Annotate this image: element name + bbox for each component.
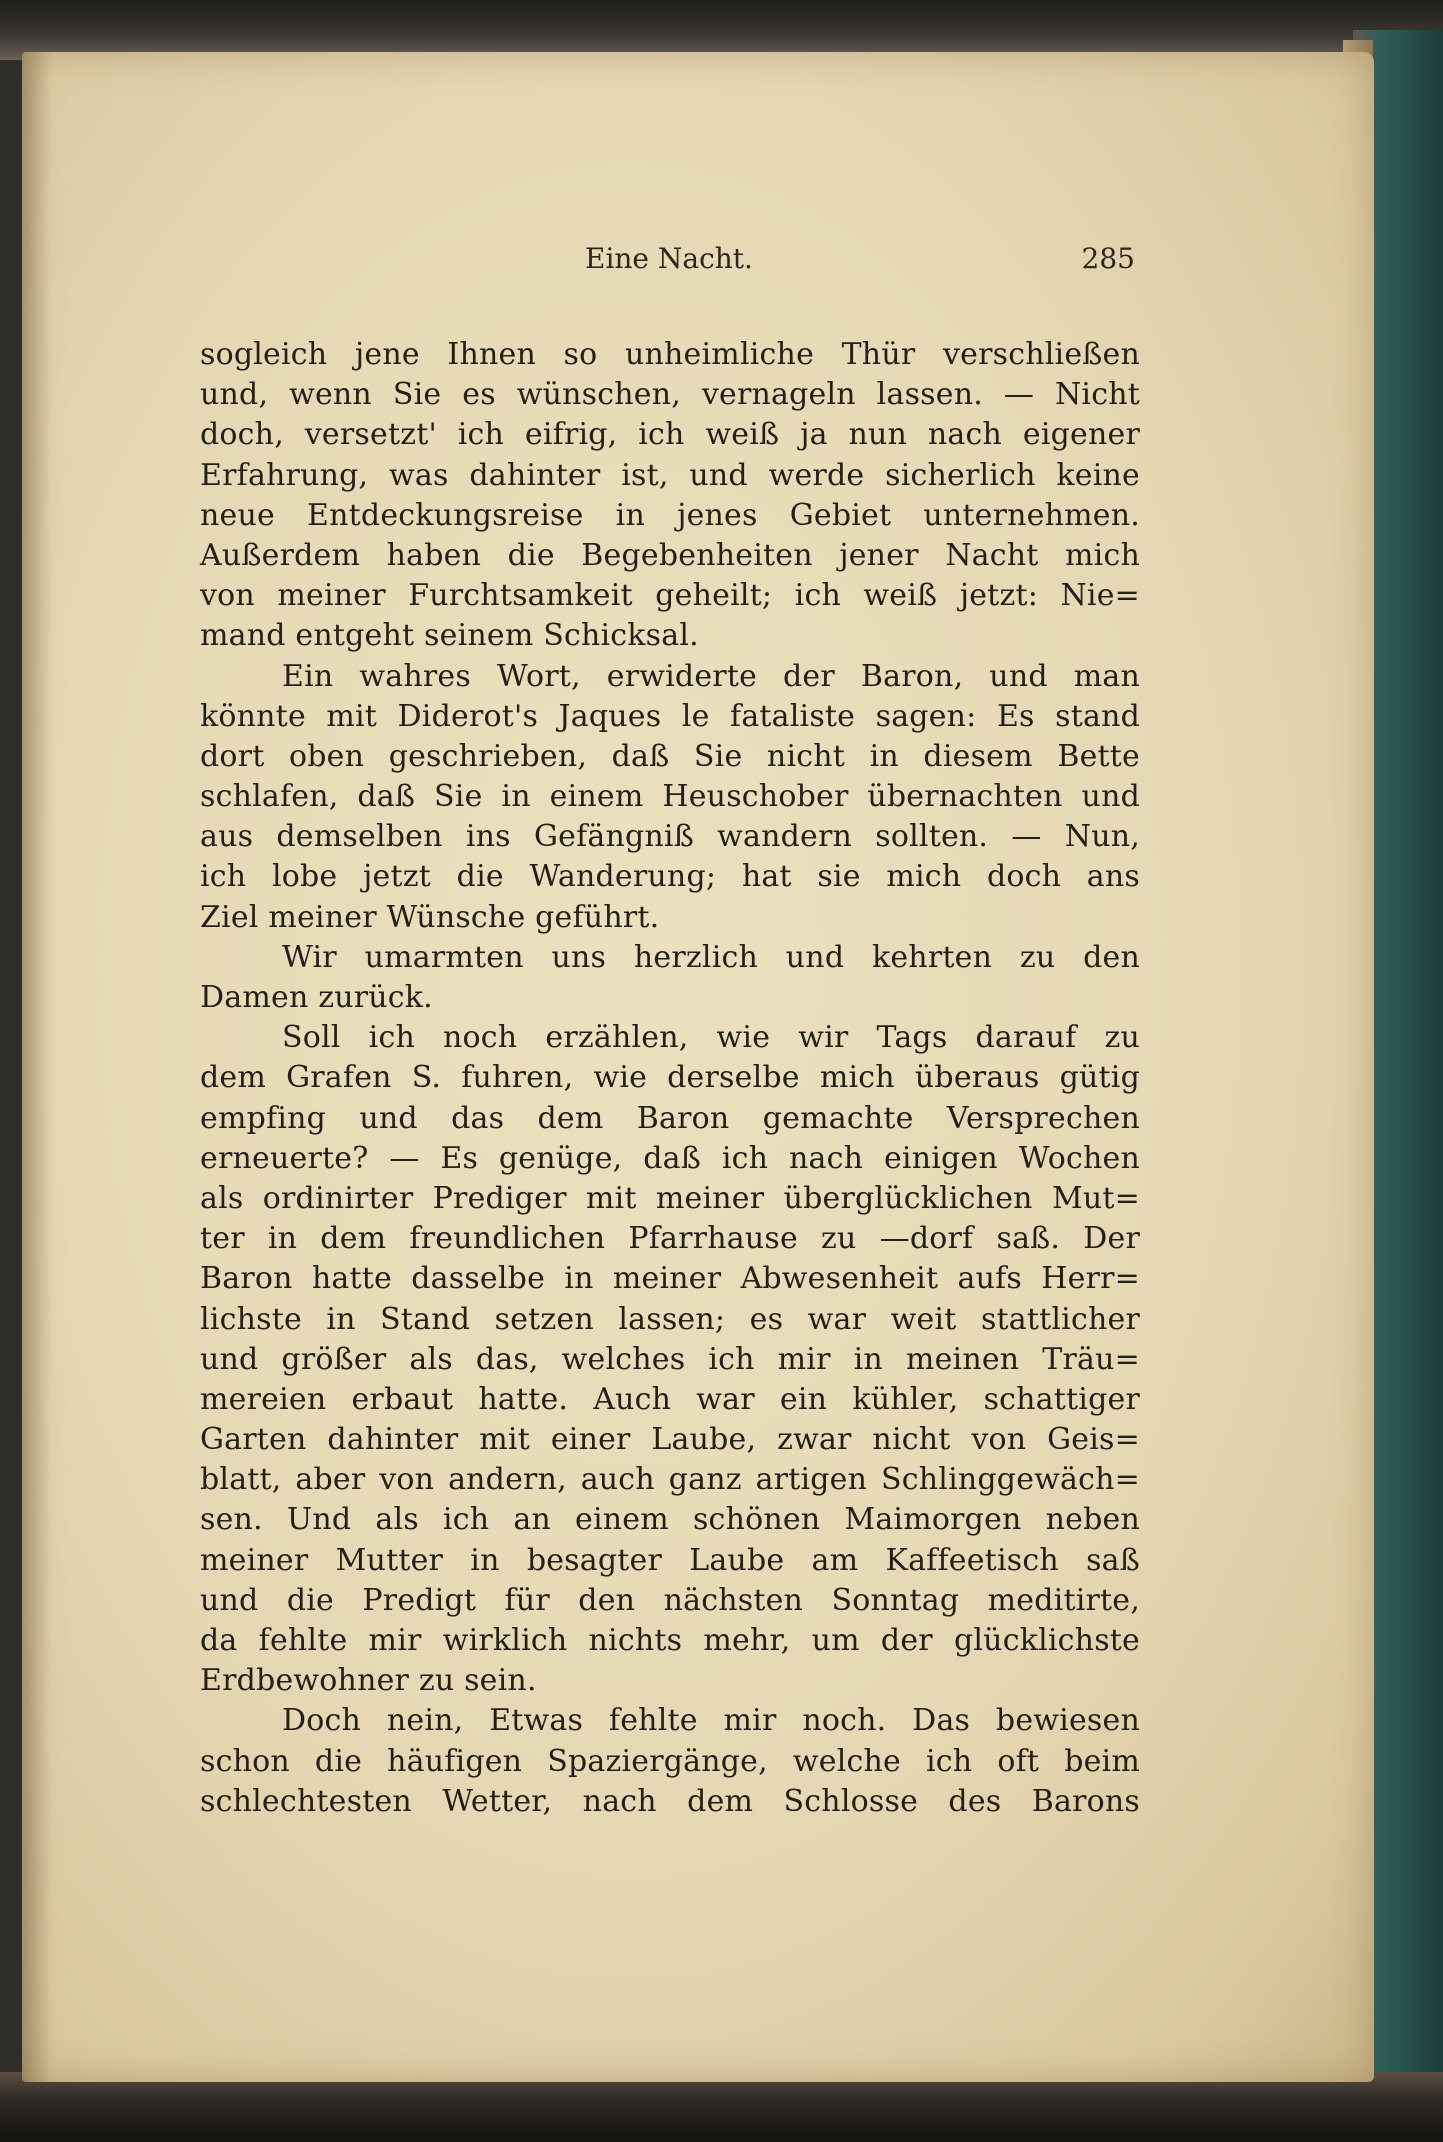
text-line: sen. Und als ich an einem schönen Maimorgen neben [200, 1502, 1140, 1538]
book-cover-top [0, 0, 1443, 60]
text-line: könnte mit Diderot's Jaques le fataliste sagen: Es stand [200, 698, 1140, 734]
text-line: neue Entdeckungsreise in jenes Gebiet unternehmen. [200, 497, 1140, 533]
text-line: schlafen, daß Sie in einem Heuschober übernachten und [200, 779, 1140, 815]
text-line: mand entgeht seinem Schicksal. [200, 618, 699, 654]
text-line: Ein wahres Wort, erwiderte der Baron, und man [282, 658, 1140, 694]
text-line: Erdbewohner zu sein. [200, 1663, 537, 1699]
page-number: 285 [1081, 242, 1135, 275]
text-line: meiner Mutter in besagter Laube am Kaffeetisch saß [200, 1542, 1140, 1578]
text-line: dem Grafen S. fuhren, wie derselbe mich überaus gütig [200, 1060, 1140, 1096]
text-line: lichste in Stand setzen lassen; es war weit stattlicher [200, 1301, 1140, 1337]
text-line: und, wenn Sie es wünschen, vernageln lassen. — Nicht [200, 377, 1140, 413]
book-cover-bottom [0, 2072, 1443, 2142]
text-line: ter in dem freundlichen Pfarrhause zu —dorf saß. Der [200, 1221, 1140, 1257]
text-line: Außerdem haben die Begebenheiten jener Nacht mich [200, 537, 1140, 573]
text-line: Doch nein, Etwas fehlte mir noch. Das bewiesen [282, 1703, 1140, 1739]
text-line: da fehlte mir wirklich nichts mehr, um der glücklichste [200, 1623, 1140, 1658]
text-line: Damen zurück. [200, 980, 433, 1015]
text-line: schon die häufigen Spaziergänge, welche ich oft beim [200, 1743, 1140, 1779]
text-line: sogleich jene Ihnen so unheimliche Thür verschließen [200, 337, 1140, 372]
text-line: als ordinirter Prediger mit meiner überglücklichen Mut= [200, 1180, 1140, 1216]
text-line: doch, versetzt' ich eifrig, ich weiß ja nun nach eigener [200, 417, 1140, 453]
running-head [200, 242, 1135, 282]
text-line: aus demselben ins Gefängniß wandern sollten. — Nun, [200, 819, 1140, 855]
text-line: ich lobe jetzt die Wanderung; hat sie mich doch ans [200, 859, 1140, 895]
text-line: von meiner Furchtsamkeit geheilt; ich weiß jetzt: Nie= [200, 578, 1140, 614]
text-line: erneuerte? — Es genüge, daß ich nach einigen Wochen [200, 1140, 1140, 1176]
text-line: empfing und das dem Baron gemachte Versprechen [200, 1100, 1140, 1136]
body-text [200, 335, 1140, 1822]
text-line: blatt, aber von andern, auch ganz artigen Schlinggewäch= [200, 1462, 1140, 1498]
text-line: und größer als das, welches ich mir in meinen Träu= [200, 1341, 1140, 1377]
text-line: Erfahrung, was dahinter ist, und werde sicherlich keine [200, 457, 1140, 493]
text-line: Soll ich noch erzählen, wie wir Tags darauf zu [282, 1020, 1140, 1056]
text-line: mereien erbaut hatte. Auch war ein kühler, schattiger [200, 1381, 1140, 1417]
text-line: und die Predigt für den nächsten Sonntag meditirte, [200, 1582, 1140, 1618]
text-line: Baron hatte dasselbe in meiner Abwesenheit aufs Herr= [200, 1261, 1140, 1297]
text-line: schlechtesten Wetter, nach dem Schlosse des Barons [200, 1783, 1140, 1819]
gutter-shadow [22, 52, 52, 2082]
text-line: dort oben geschrieben, daß Sie nicht in diesem Bette [200, 738, 1140, 774]
running-title: Eine Nacht. [585, 242, 753, 275]
text-line: Garten dahinter mit einer Laube, zwar nicht von Geis= [200, 1422, 1140, 1458]
text-line: Wir umarmten uns herzlich und kehrten zu den [282, 939, 1140, 975]
text-line: Ziel meiner Wünsche geführt. [200, 899, 660, 935]
